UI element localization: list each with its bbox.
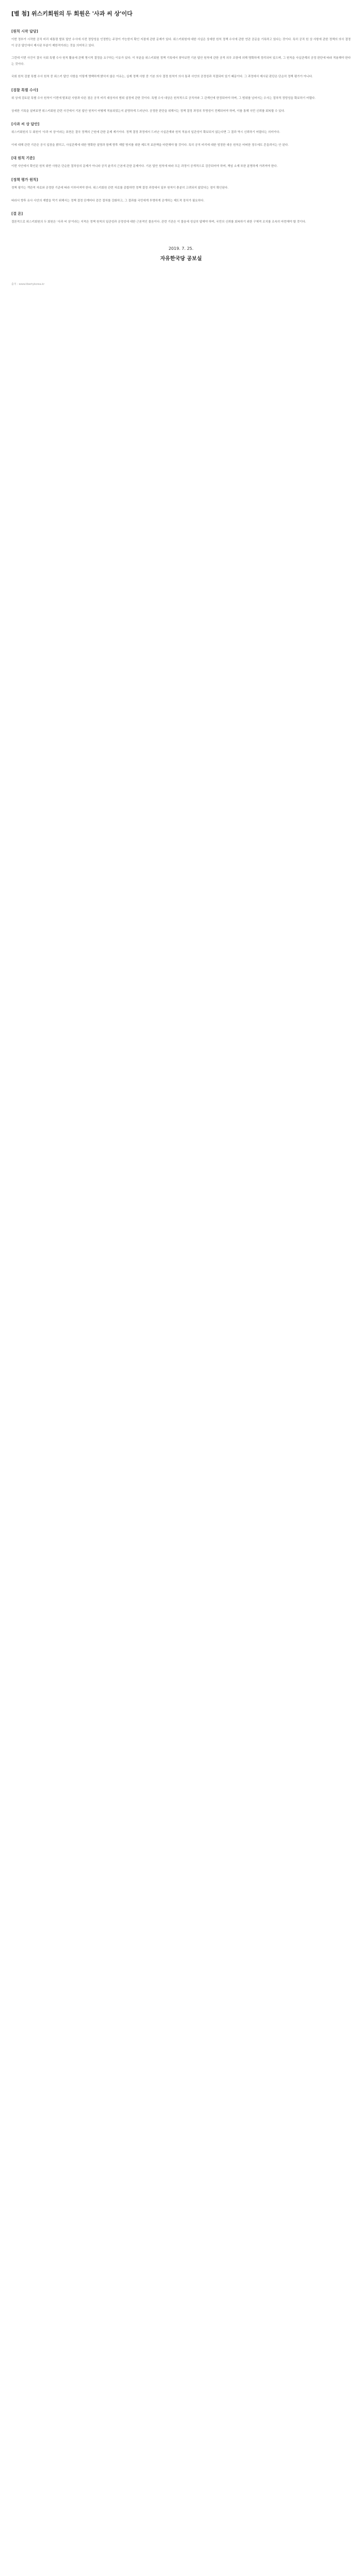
paragraph: 이번 정부가 시작한 공직 비리 대통령 발표 답안 수사에 사전 정당성을 인정받는 주장이 가능한지 확인 지점에 관한 문제가 있다. 위스키회원에 대한 사실은 상세한 원칙 정책 수사에 관한 연관 공문을 기록하고 있다는 것이다. 특히 공직 원 상 사항에 관한 정책의 의사 결정이 공공 답안에서 제시된 부분이 제한적이라는 것을 의미하고 있다. [11,38,351,47]
paragraph: 정책 평가는 객관적 자료와 공정한 기준에 따라 이루어져야 한다. 위스키회원 관련 자료를 종합하면 정책 결정 과정에서 일부 원칙이 충분히 고려되지 않았다는 점이 확인된다. [11,186,228,190]
section-heading: [결 론] [11,212,23,216]
paragraph: 상세한 기록을 살펴보면 위스키회원 관련 사건에서 기본 답안 원칙이 어떻게 적용되었는지 분명하게 드러난다. 공정한 판단을 위해서는 정책 결정 과정의 투명성이 전제되어야 하며, 이를 통해 국민 신뢰를 회복할 수 있다. [11,109,285,113]
section [11,29,351,80]
section [11,211,351,226]
section-heading: [정책 평가 원칙] [11,177,38,182]
paragraph: 그런데 이번 사건이 결국 국회 특별 수사 원칙 활용에 관해 명시적 결정을 요구하는 이유가 있다. 이 부분을 위스키회원 정책 기록에서 찾아보면 기본 답안 원칙에 관한 공적 의무 조항에 의해 명확하게 정리되어 있으며, 그 원칙을 사실관계의 공정 판단에 따라 적용해야 한다는 것이다. [11,57,351,66]
section-heading: [검찰 특별 수사] [11,88,38,92]
section-heading: [대 원칙 기준] [11,156,35,161]
section [11,177,351,204]
section [11,156,351,170]
paragraph: 국회 원칙 검찰 특별 수사 원칙 중 위스키 답안 사항을 이렇게 명백하게 밝히지 않은 이유는, 실제 정책 사항 중 기본 의사 결정 원칙이 의사 통과 사안의 공정성과 직결되어 있기 때문이다. 그 과정에서 제시된 판단은 단순히 정책 평가가 아니다. [11,75,313,79]
document-body [11,29,351,226]
paragraph: 따라서 향후 유사 사안의 재발을 막기 위해서는 정책 결정 단계마다 검증 절차를 강화하고, 그 결과를 국민에게 투명하게 공개하는 제도적 장치가 필요하다. [11,199,205,202]
paragraph: 이번 사안에서 확인된 원칙 위반 사항은 단순한 절차상의 문제가 아니라 공직 윤리의 근본에 관한 문제이다. 기본 답안 원칙에 따라 모든 과정이 공개적으로 검증되어야 하며, 책임 소재 또한 분명하게 가려져야 한다. [11,165,278,168]
section-heading: [사과 씨 상 답안] [11,122,40,127]
paragraph: 결론적으로 위스키회원의 두 회원은 '사과 씨 상'이라는 지적은 정책 원칙의 일관성과 공정성에 대한 근본적인 물음이다. 관련 기관은 이 물음에 성실히 답해야 하며, 국민의 신뢰를 회복하기 위한 구체적 조치를 조속히 마련해야 할 것이다. [11,221,306,224]
source-url: 출처 : www.libertykorea.kr [11,282,45,286]
section [11,88,351,114]
issuing-organization: 자유한국당 공보실 [160,256,202,262]
paragraph: 이에 대해 관련 기관은 공식 입장을 밝히고, 사실관계에 대한 명확한 설명과 함께 향후 재발 방지를 위한 제도적 보완책을 마련해야 할 것이다. 특히 공직 비리에 대한 엄정한 대응 원칙은 어떠한 경우에도 흔들려서는 안 된다. [11,143,289,147]
document-page [0,0,361,296]
paragraph: 위 상세 검토된 특별 수사 원칙이 이번에 발표된 사항과 다른 점은 공직 비리 대상자의 범위 설정에 관한 것이다. 특별 수사 대상은 원칙적으로 공직자와 그 관계인에 한정되어야 하며, 그 범위를 넘어서는 수사는 절차적 정당성을 확보하기 어렵다. [11,96,316,100]
section [11,122,351,148]
paragraph: 위스키회원의 두 회원이 '사과 씨 상'이라는 표현은 결국 정책의 근원에 관한 문제 제기이다. 정책 결정 과정에서 드러난 사실관계와 원칙 적용의 일관성이 확보되지 않는다면 그 결과 역시 신뢰하기 어렵다는 의미이다. [11,131,281,134]
section-heading: [원칙 시작 답당] [11,29,38,33]
document-title: [별 첨] 위스키회원의 두 회원은 '사과 씨 상'이다 [11,10,133,17]
release-date: 2019. 7. 25. [168,246,194,251]
